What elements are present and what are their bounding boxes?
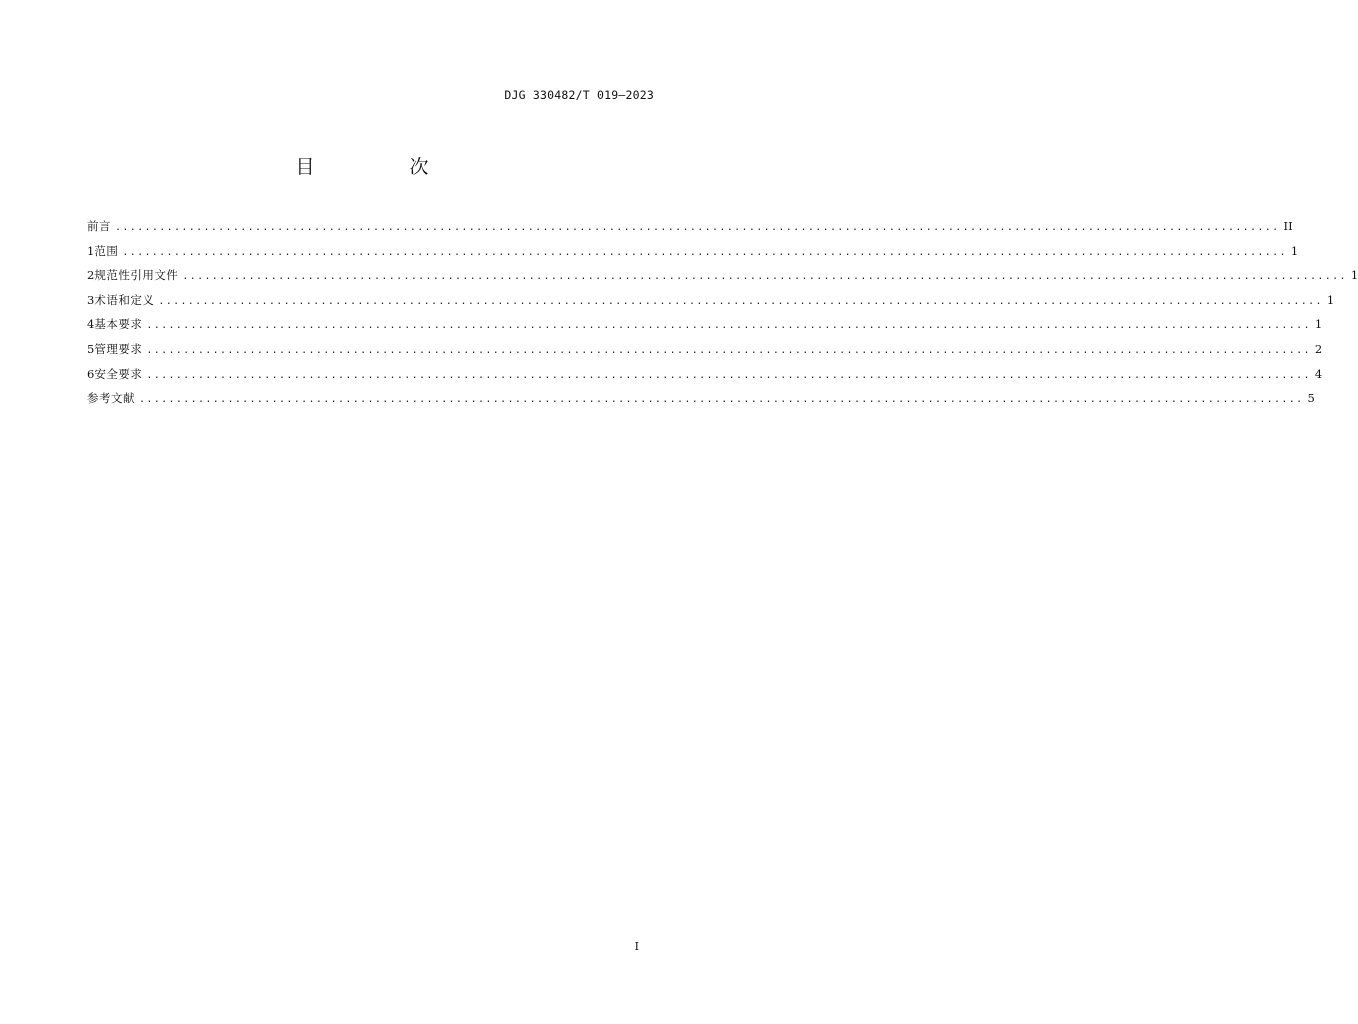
toc-dot-leader: ..............................................................................................................................................................: [122, 246, 1287, 258]
toc-dot-leader: ..............................................................................................................................................................: [115, 222, 1280, 233]
toc-entry-number: 2: [87, 268, 95, 283]
toc-entry-scope[interactable]: [87, 243, 1299, 268]
toc-entry-label: 参考文献: [87, 391, 135, 406]
toc-entry-management-requirements[interactable]: [87, 341, 1323, 366]
toc-list: [87, 218, 1358, 415]
toc-entry-label: 安全要求: [94, 366, 143, 381]
toc-entry-page: II: [1283, 219, 1293, 233]
toc-entry-page: 4: [1314, 366, 1323, 381]
toc-entry-page: 5: [1307, 391, 1315, 406]
toc-entry-number: 1: [87, 243, 95, 258]
toc-entry-safety-requirements[interactable]: [87, 366, 1323, 391]
toc-dot-leader: ..............................................................................................................................................................: [146, 369, 1311, 381]
toc-title: 目 次: [295, 156, 467, 178]
toc-entry-terms-definitions[interactable]: [87, 292, 1335, 317]
toc-dot-leader: ..............................................................................................................................................................: [182, 271, 1347, 283]
toc-entry-number: 5: [87, 341, 95, 356]
toc-entry-number: 4: [87, 317, 95, 332]
toc-entry-basic-requirements[interactable]: [87, 316, 1323, 341]
toc-entry-label: 范围: [94, 243, 119, 258]
toc-dot-leader: ..............................................................................................................................................................: [158, 295, 1323, 307]
toc-entry-page: 1: [1350, 268, 1358, 283]
page-number: I: [634, 940, 639, 953]
toc-entry-bibliography[interactable]: [87, 390, 1315, 415]
toc-entry-number: 6: [87, 366, 95, 381]
toc-entry-page: 2: [1314, 341, 1323, 356]
toc-entry-page: 1: [1290, 243, 1299, 258]
toc-entry-label: 前言: [87, 219, 111, 233]
toc-entry-page: 1: [1326, 292, 1335, 307]
toc-dot-leader: ..............................................................................................................................................................: [146, 320, 1311, 332]
toc-entry-label: 规范性引用文件: [94, 268, 179, 283]
toc-entry-foreword[interactable]: [87, 218, 1293, 243]
document-code: DJG 330482/T 019—2023: [504, 88, 654, 102]
toc-entry-label: 术语和定义: [94, 292, 155, 307]
toc-dot-leader: ..............................................................................................................................................................: [139, 394, 1304, 406]
toc-entry-label: 基本要求: [94, 317, 143, 332]
toc-entry-label: 管理要求: [94, 341, 143, 356]
toc-dot-leader: ..............................................................................................................................................................: [146, 344, 1311, 356]
toc-entry-page: 1: [1314, 317, 1323, 332]
toc-entry-normative-references[interactable]: [87, 267, 1358, 292]
toc-entry-number: 3: [87, 292, 95, 307]
